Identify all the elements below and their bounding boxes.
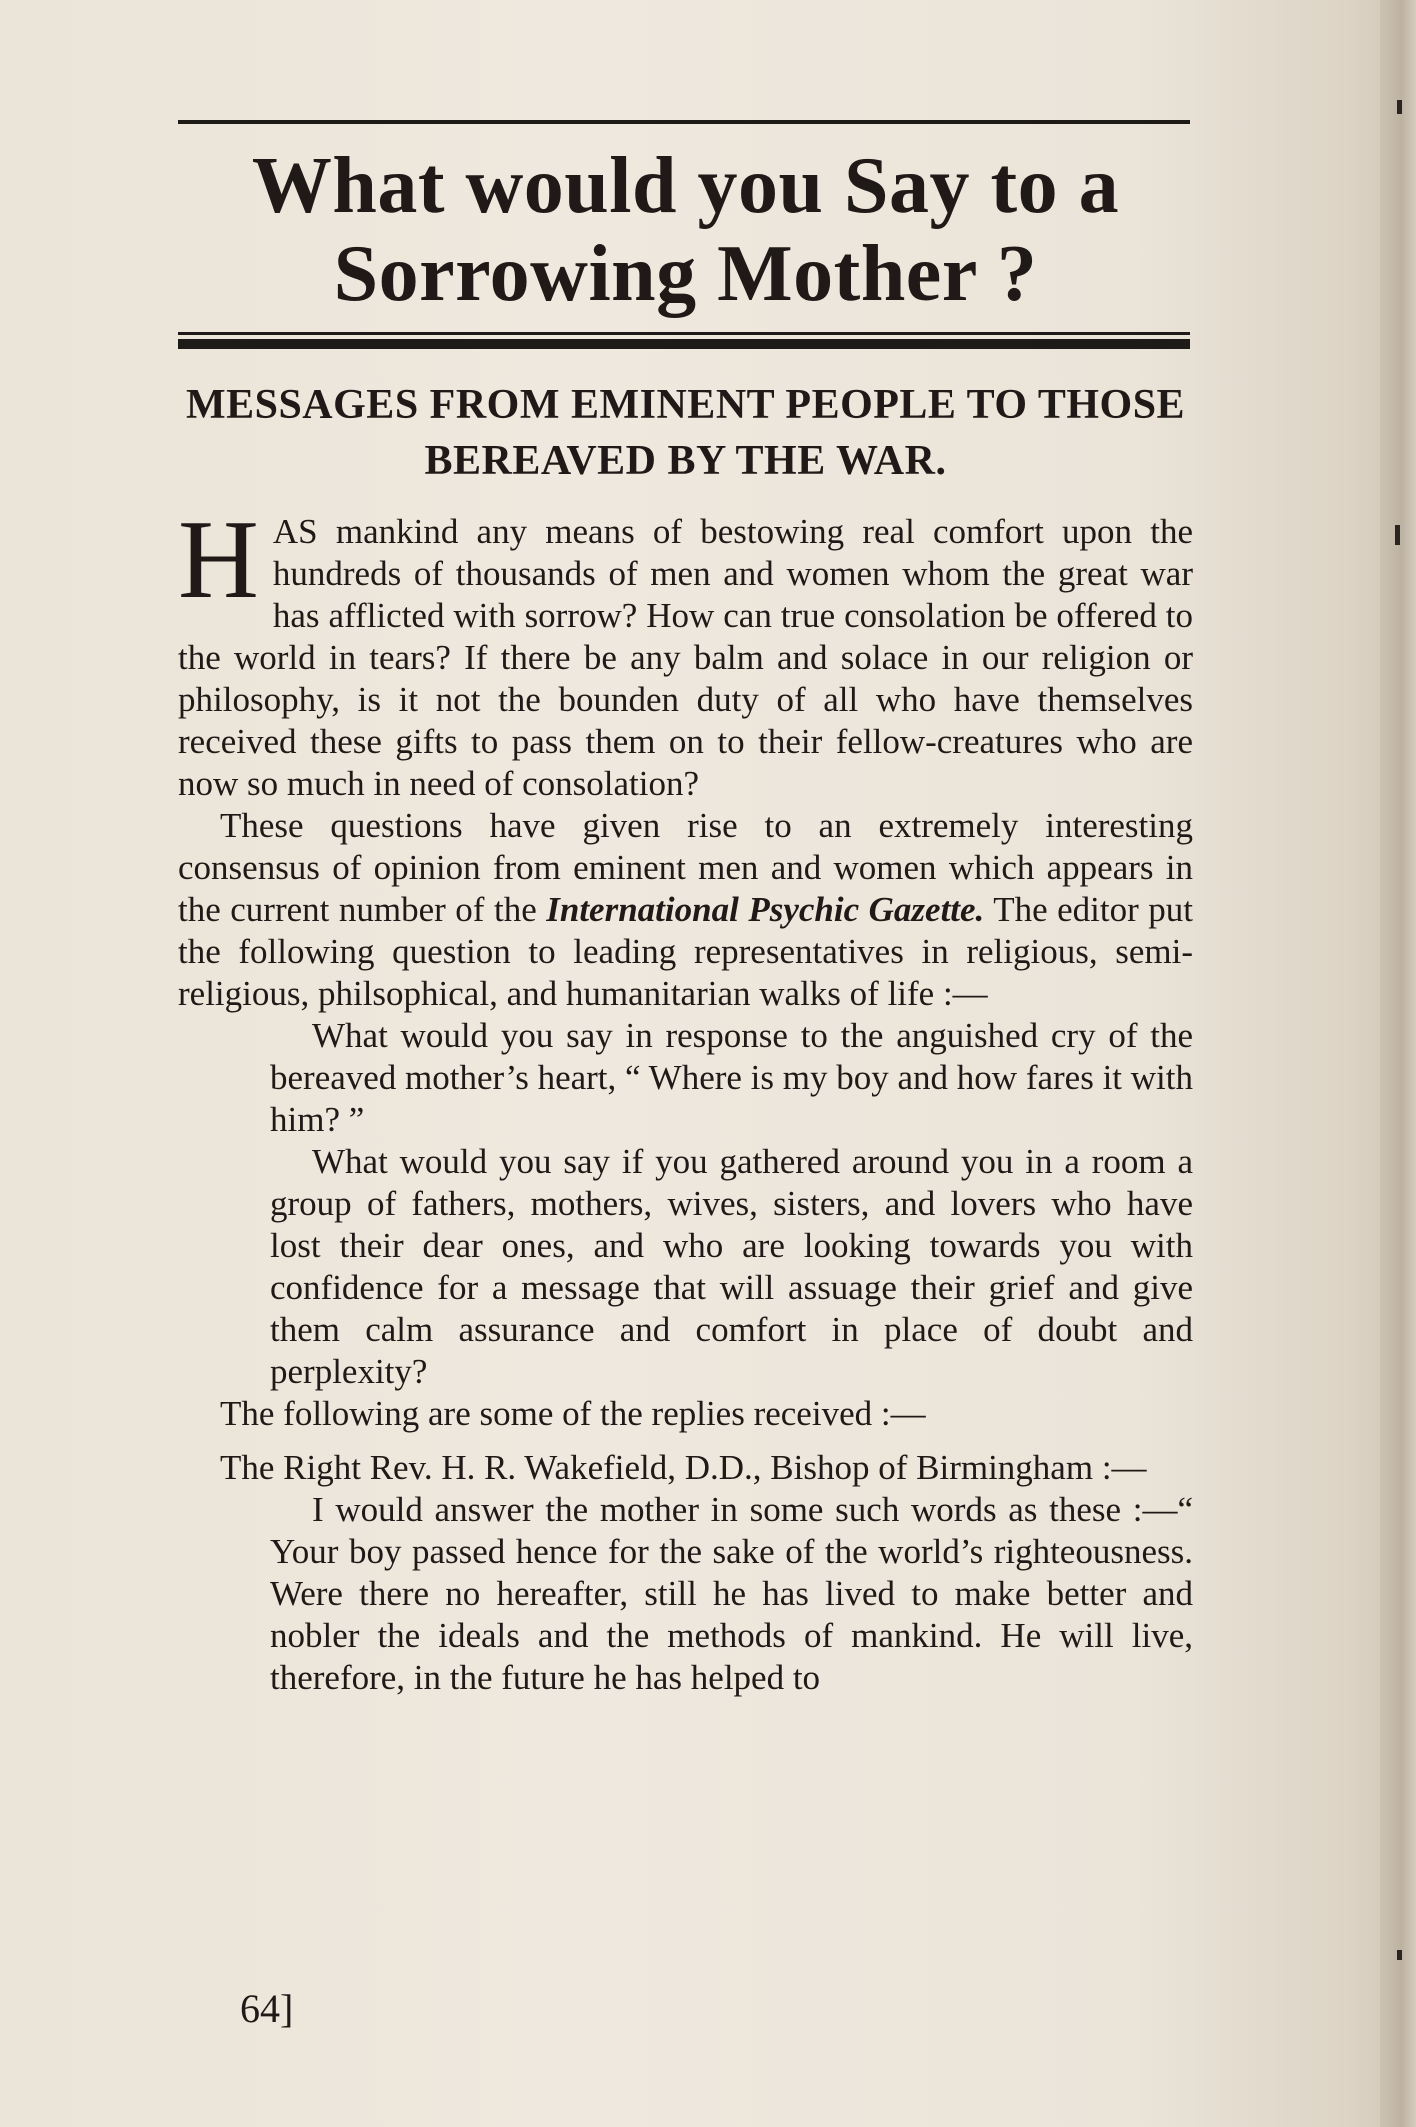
paragraph-2-text-a: These questions have given rise to an extremely interesting consensus of opinion from eminent men and women which appears in the current number of the [178,806,1193,929]
paragraph-1 [178,498,1193,805]
question-quote [270,1015,1193,1393]
reply-quote [270,1489,1193,1699]
headline-rule [178,332,1190,349]
quote-paragraph-1: What would you say in response to the anguished cry of the bereaved mother’s heart, “ Where is my boy and how fares it with him? ” [270,1016,1193,1139]
gutter-mark [1397,100,1402,114]
drop-cap: H [178,498,259,622]
article [178,120,1193,1699]
page-gutter [1380,0,1416,2127]
replies-intro: The following are some of the replies received :— [220,1394,926,1433]
headline: What would you Say to a Sorrowing Mother ? [251,142,1120,318]
publication-title: International Psychic Gazette. [546,890,985,929]
reply-paragraph-1: I would answer the mother in some such words as these :—“ Your boy passed hence for the sake of the world’s righteousness. Were there no hereafter, still he has lived to make better and nobler the ideals and the methods of mankind. He will live, therefore, in the future he has helped to [270,1490,1193,1697]
top-rule [178,120,1190,124]
quote-paragraph-2: What would you say if you gathered around you in a room a group of fathers, mothers, wives, sisters, and lovers who have lost their dear ones, and who are looking towards you with confidence for a message that will assuage their grief and give them calm assurance and comfort in place of doubt and perplexity? [270,1142,1193,1391]
subheading: MESSAGES FROM EMINENT PEOPLE TO THOSE BEREAVED BY THE WAR. [185,382,1186,484]
gutter-mark [1395,525,1400,545]
paragraph-2-text-b: The editor put the following question to leading representatives in religious, semi-religious, philsophical, and humanitarian walks of life :— [178,890,1193,1013]
paragraph-1-text: AS mankind any means of bestowing real comfort upon the hundreds of thousands of men and women whom the great war has afflicted with sorrow? How can true consolation be offered to the world in tears? If there be any balm and solace in our religion or philosophy, is it not the bounden duty of all who have themselves received these gifts to pass them on to their fellow-creatures who are now so much in need of consolation? [178,512,1193,803]
paragraph-2 [178,805,1193,1015]
gutter-mark [1397,1950,1402,1960]
page-number: 64] [240,1986,294,2031]
attribution: The Right Rev. H. R. Wakefield, D.D., Bishop of Birmingham :— [220,1448,1147,1487]
